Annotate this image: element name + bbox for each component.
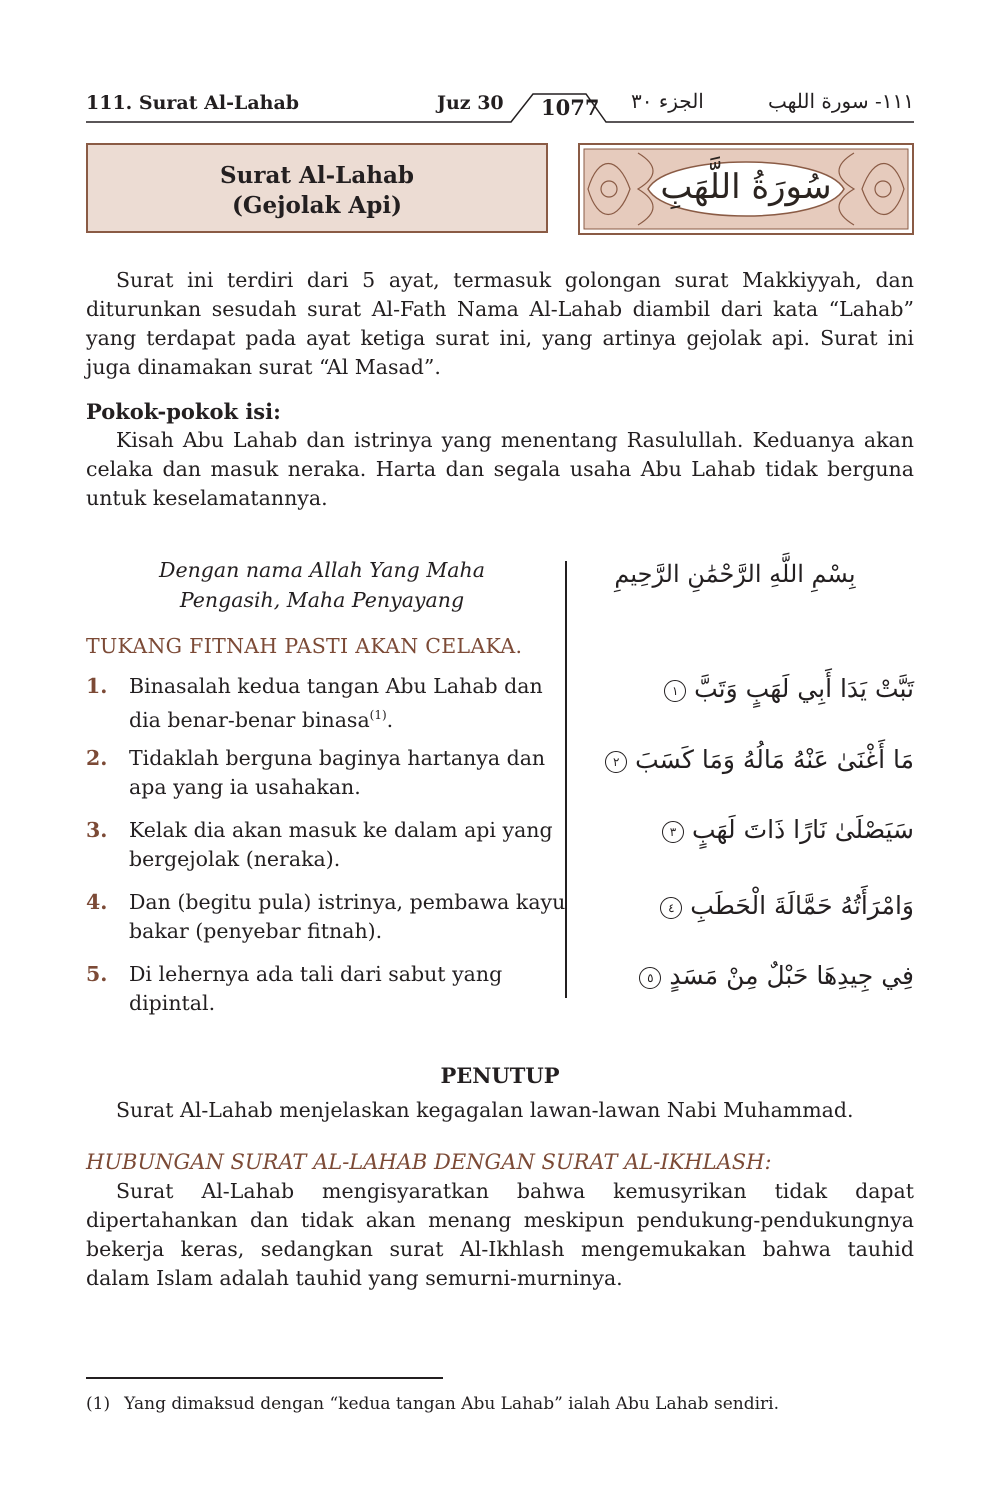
verse-translation — [86, 672, 566, 735]
surah-title-arabic: سُورَةُ اللَّهَبِ — [660, 167, 832, 207]
pokok-heading: Pokok-pokok isi: — [86, 399, 281, 424]
ayah-number-marker: ١ — [664, 680, 686, 702]
verse-text: Binasalah kedua tangan Abu Lahab dan dia benar-benar binasa — [129, 674, 543, 732]
ayah-arabic — [594, 891, 914, 920]
verse-end: . — [386, 707, 394, 732]
penutup-heading: PENUTUP — [440, 1063, 560, 1088]
pokok-paragraph: Kisah Abu Lahab dan istrinya yang menentang Rasulullah. Keduanya akan celaka dan masuk neraka. Harta dan segala usaha Abu Lahab tidak berguna untuk keselamatannya. — [86, 428, 914, 510]
ayah-text: وَامْرَأَتُهُ حَمَّالَةَ الْحَطَبِ — [690, 891, 914, 920]
hubungan-paragraph: Surat Al-Lahab mengisyaratkan bahwa kemusyrikan tidak dapat dipertahankan dan tidak akan menang meskipun pendukung-pendukungnya bekerja keras, sedangkan surat Al-Ikhlash mengemukakan bahwa tauhid dalam Islam adalah tauhid yang semurni-murninya. — [86, 1179, 914, 1290]
verse-number: 3. — [86, 818, 108, 842]
ayah-number-marker: ٥ — [639, 967, 661, 989]
running-header — [86, 86, 914, 126]
ayah-text: فِي جِيدِهَا حَبْلٌ مِنْ مَسَدٍ — [669, 961, 914, 990]
footnote-rule — [86, 1377, 443, 1379]
verse-translation — [86, 744, 566, 802]
footnote — [86, 1394, 779, 1414]
footnote-mark: (1) — [86, 1394, 111, 1414]
basmalah-translation — [86, 555, 558, 615]
verse-text: Kelak dia akan masuk ke dalam api yang bergejolak (neraka). — [129, 818, 553, 871]
basmalah-line-1: Dengan nama Allah Yang Maha — [159, 558, 485, 582]
surah-subtitle: (Gejolak Api) — [232, 192, 402, 219]
section-title: TUKANG FITNAH PASTI AKAN CELAKA. — [86, 634, 523, 658]
ayah-number-marker: ٤ — [660, 897, 682, 919]
verse-number: 4. — [86, 890, 108, 914]
basmalah-line-2: Pengasih, Maha Penyayang — [179, 588, 465, 612]
intro-paragraph: Surat ini terdiri dari 5 ayat, termasuk golongan surat Makkiyyah, dan diturunkan sesudah surat Al-Fath Nama Al-Lahab diambil dari kata “Lahab” yang terdapat pada ayat ketiga surat ini, yang artinya gejolak api. Surat ini juga dinamakan surat “Al Masad”. — [86, 268, 914, 379]
ayah-number-marker: ٣ — [662, 821, 684, 843]
surah-title-box — [86, 143, 548, 233]
header-surah-label: 111. Surat Al-Lahab — [86, 92, 300, 114]
verse-number: 1. — [86, 674, 108, 698]
header-juz-label: Juz 30 — [437, 92, 504, 114]
penutup-paragraph: Surat Al-Lahab menjelaskan kegagalan lawan-lawan Nabi Muhammad. — [116, 1098, 854, 1122]
ayah-number-marker: ٢ — [605, 751, 627, 773]
header-surah-arabic: ١١١- سورة اللهب — [767, 89, 914, 113]
header-juz-arabic: الجزء ٣٠ — [631, 89, 704, 113]
ayah-arabic — [594, 674, 914, 703]
verse-text: Tidaklah berguna baginya hartanya dan apa yang ia usahakan. — [129, 746, 546, 799]
verse-translation — [86, 960, 566, 1018]
footnote-ref[interactable]: (1) — [369, 708, 387, 722]
ayah-arabic — [594, 961, 914, 990]
verse-text: Dan (begitu pula) istrinya, pembawa kayu bakar (penyebar fitnah). — [129, 890, 566, 943]
verse-translation — [86, 816, 566, 874]
verse-translation — [86, 888, 566, 946]
footnote-text: Yang dimaksud dengan “kedua tangan Abu Lahab” ialah Abu Lahab sendiri. — [124, 1394, 779, 1414]
page-number: 1077 — [541, 95, 600, 120]
ayah-text: سَيَصْلَىٰ نَارًا ذَاتَ لَهَبٍ — [691, 815, 914, 844]
verse-number: 5. — [86, 962, 108, 986]
verse-text: Di lehernya ada tali dari sabut yang dipintal. — [129, 962, 503, 1015]
ayah-arabic — [594, 745, 914, 774]
ayah-text: مَا أَغْنَىٰ عَنْهُ مَالُهُ وَمَا كَسَبَ — [635, 745, 914, 774]
surah-title: Surat Al-Lahab — [220, 162, 414, 189]
ornamental-title-frame — [578, 143, 914, 235]
ayah-text: تَبَّتْ يَدَا أَبِي لَهَبٍ وَتَبَّ — [694, 674, 914, 703]
ayah-arabic — [594, 815, 914, 844]
basmalah-arabic: بِسْمِ اللَّهِ الرَّحْمَٰنِ الرَّحِيمِ — [614, 560, 856, 588]
verse-number: 2. — [86, 746, 108, 770]
hubungan-heading: HUBUNGAN SURAT AL-LAHAB DENGAN SURAT AL-IKHLASH: — [86, 1150, 772, 1174]
